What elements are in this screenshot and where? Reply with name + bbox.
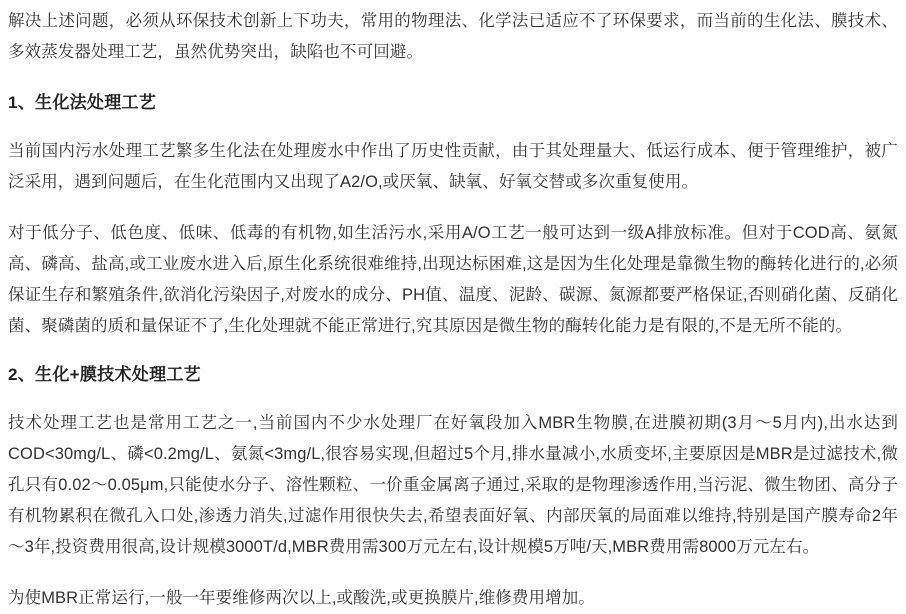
intro-paragraph: 解决上述问题，必须从环保技术创新上下功夫，常用的物理法、化学法已适应不了环保要求，而当前的生化法、膜技术、多效蒸发器处理工艺，虽然优势突出，缺陷也不可回避。 (8, 12, 898, 61)
biochemical-intro-paragraph: 当前国内污水处理工艺繁多生化法在处理废水中作出了历史性贡献，由于其处理量大、低运行成本、便于管理维护，被广泛采用，遇到问题后，在生化范围内又出现了A2/O,或厌氧、缺氧、好氧交替或多次重复使用。 (8, 142, 898, 191)
mbr-maintenance-paragraph: 为使MBR正常运行,一般一年要维修两次以上,或酸洗,或更换膜片,维修费用增加。 (8, 589, 595, 607)
biochemical-detail-paragraph: 对于低分子、低色度、低味、低毒的有机物,如生活污水,采用A/O工艺一般可达到一级A排放标准。但对于COD高、氨氮高、磷高、盐高,或工业废水进入后,原生化系统很难维持,出现达标困难,这是因为生化处理是靠微生物的酶转化进行的,必须保证生存和繁殖条件,欲消化污染因子,对废水的成分、PH值、温度、泥龄、碳源、氮源都要严格保证,否则硝化菌、反硝化菌、聚磷菌的质和量保证不了,生化处理就不能正常进行,究其原因是微生物的酶转化能力是有限的,不是无所不能的。 (8, 224, 898, 335)
section-heading-2: 2、生化+膜技术处理工艺 (8, 365, 201, 384)
section-heading-1: 1、生化法处理工艺 (8, 93, 157, 112)
membrane-detail-paragraph: 技术处理工艺也是常用工艺之一,当前国内不少水处理厂在好氧段加入MBR生物膜,在进膜初期(3月～5月内),出水达到COD<30mg/L、磷<0.2mg/L、氨氮<3mg/L,很容易实现,但超过5个月,排水量减小,水质变坏,主要原因是MBR是过滤技术,微孔只有0.02～0.05μm,只能使水分子、溶性颗粒、一价重金属离子通过,采取的是物理渗透作用,当污泥、微生物团、高分子有机物累积在微孔入口处,渗透力消失,过滤作用很快失去,希望表面好氧、内部厌氧的局面难以维持,特别是国产膜寿命2年～3年,投资费用很高,设计规模3000T/d,MBR费用需300万元左右,设计规模5万吨/天,MBR费用需8000万元左右。 (8, 414, 898, 556)
